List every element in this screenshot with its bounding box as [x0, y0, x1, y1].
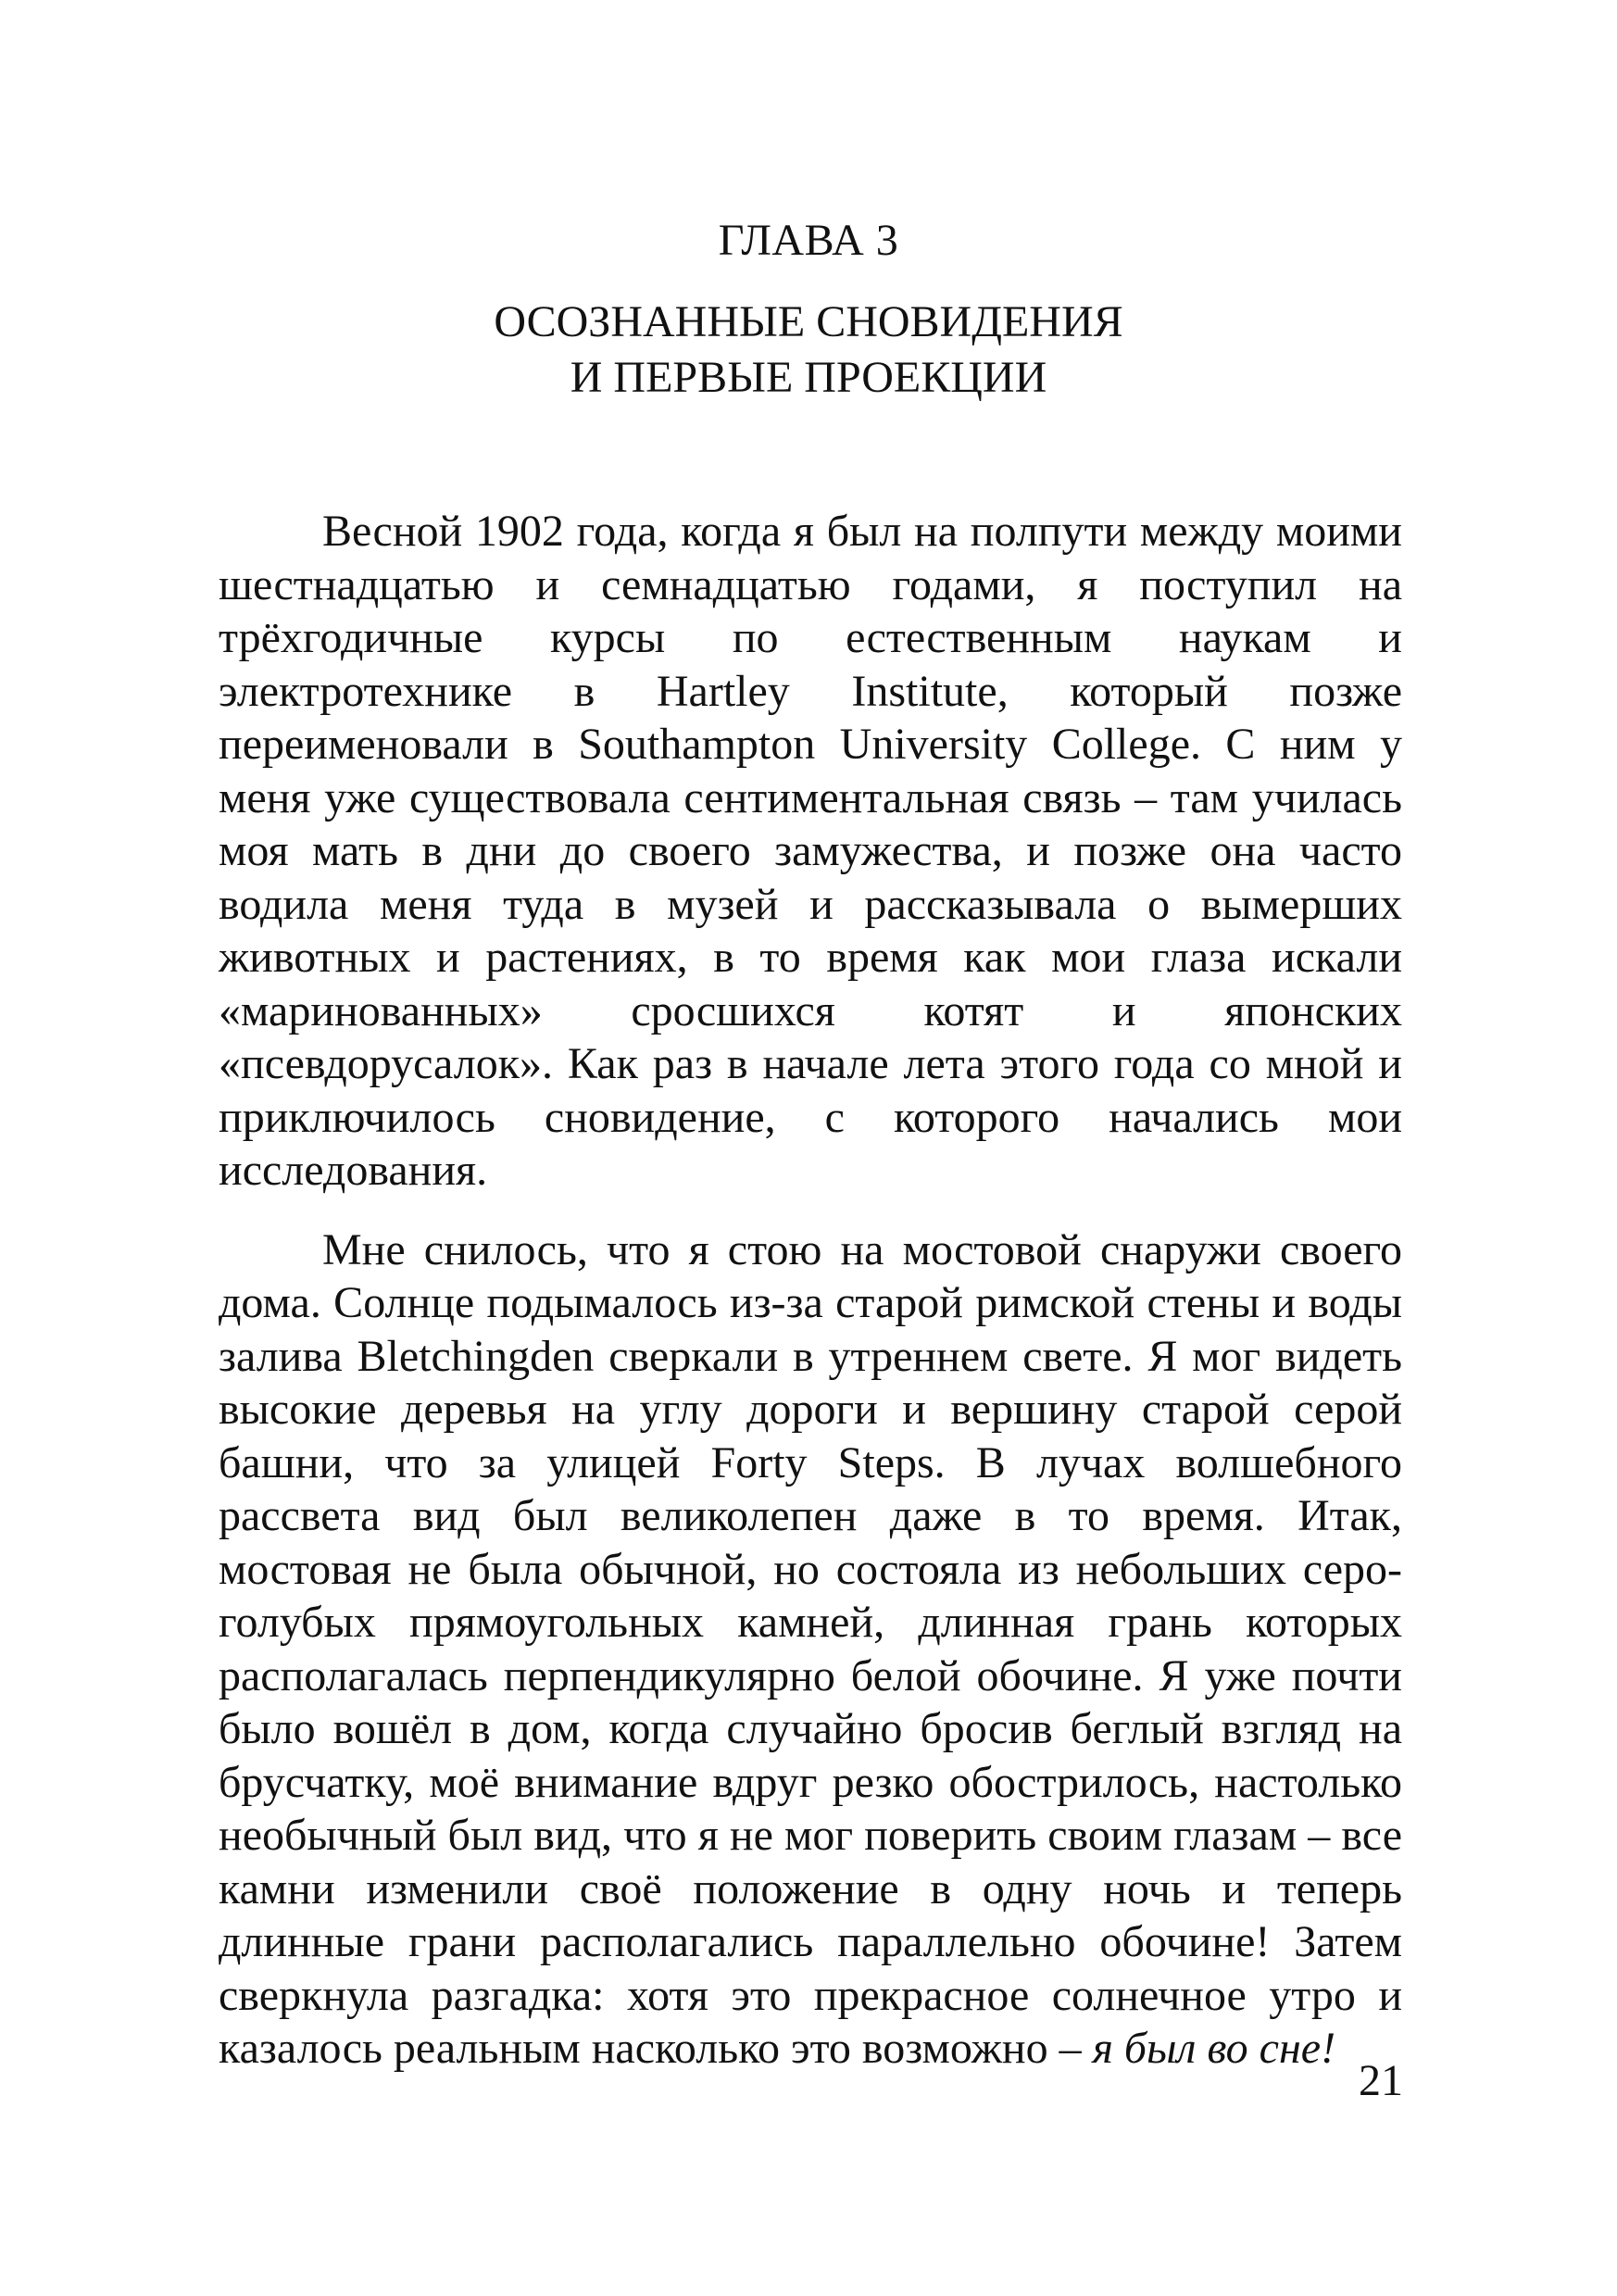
paragraph-2 [219, 1223, 1402, 2076]
page-number: 21 [1359, 2056, 1403, 2105]
chapter-title [0, 295, 1617, 406]
chapter-title-line-2: И ПЕРВЫЕ ПРОЕКЦИИ [570, 353, 1047, 402]
paragraph-2-emphasis: я был во сне! [1092, 2024, 1336, 2073]
paragraph-1-text: Весной 1902 года, когда я был на полпути между моими шестнадцатью и семнадцатью годами, я поступил на трёхгодичные курсы по естественным наукам и электротехнике в Hartley Institute, который позже переименовали в Southampton University College. С ним у меня уже существовала сентиментальная связь – там училась моя мать в дни до своего замужества, и позже она часто водила меня туда в музей и рассказывала о вымерших животных и растениях, в то время как мои глаза искали «маринованных» сросшихся котят и японских «псевдорусалок». Как раз в начале лета этого года со мной и приключилось сновидение, с которого начались мои исследования. [219, 507, 1402, 1195]
paragraph-1 [219, 505, 1402, 1198]
body-text [219, 505, 1402, 2076]
chapter-title-line-1: ОСОЗНАННЫЕ СНОВИДЕНИЯ [494, 297, 1123, 346]
paragraph-2-text: Мне снилось, что я стою на мостовой снаружи своего дома. Солнце подымалось из-за старой римской стены и воды залива Bletchingden сверкали в утреннем свете. Я мог видеть высокие деревья на углу дороги и вершину старой серой башни, что за улицей Forty Steps. В лучах волшебного рассвета вид был великолепен даже в то время. Итак, мостовая не была обычной, но состояла из небольших серо-голубых прямоугольных камней, длинная грань которых располагалась перпендикулярно белой обочине. Я уже почти было вошёл в дом, когда случайно бросив беглый взгляд на брусчатку, моё внимание вдруг резко обострилось, настолько необычный был вид, что я не мог поверить своим глазам – все камни изменили своё положение в одну ночь и теперь длинные грани располагались параллельно обочине! Затем сверкнула разгадка: хотя это прекрасное солнечное утро и казалось реальным насколько это возможно – [219, 1224, 1402, 2073]
chapter-label: ГЛАВА 3 [718, 216, 899, 265]
